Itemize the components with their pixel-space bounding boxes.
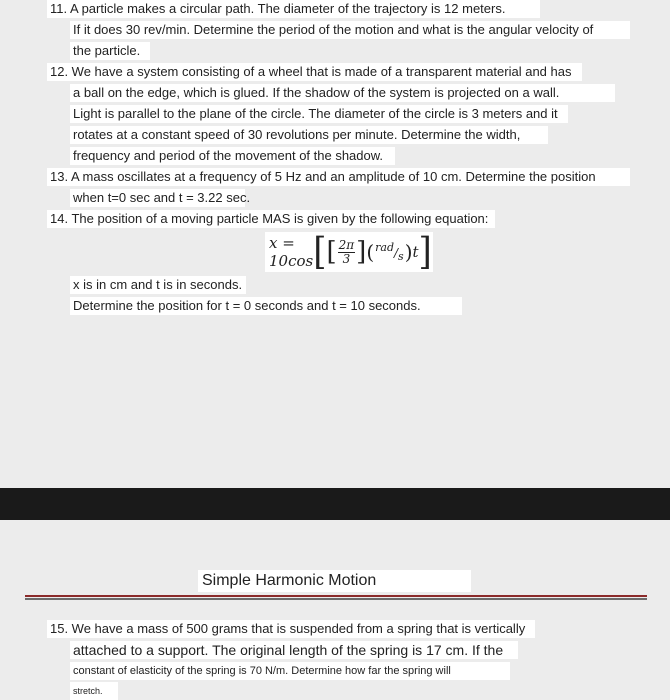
problem-15-line-2: attached to a support. The original length of the spring is 17 cm. If the bbox=[70, 641, 518, 659]
problem-11-line-3: the particle. bbox=[70, 42, 150, 60]
unit-bottom: s bbox=[398, 250, 404, 263]
problem-13-line-1: 13. A mass oscillates at a frequency of 5 Hz and an amplitude of 10 cm. Determine the position bbox=[47, 168, 630, 186]
problem-12-line-5: frequency and period of the movement of the shadow. bbox=[70, 147, 395, 165]
position-equation bbox=[265, 232, 433, 272]
problem-14-line-1: 14. The position of a moving particle MAS is given by the following equation: bbox=[47, 210, 495, 228]
heading-rule-red bbox=[25, 595, 647, 597]
problem-15-line-4: stretch. bbox=[70, 682, 118, 700]
unit-top: rad bbox=[375, 241, 394, 254]
inner-bracket-right: ] bbox=[356, 237, 367, 267]
problem-12-line-1: 12. We have a system consisting of a wheel that is made of a transparent material and has bbox=[47, 63, 582, 81]
problem-11-line-2: If it does 30 rev/min. Determine the period of the motion and what is the angular velocity of bbox=[70, 21, 630, 39]
unit-paren-right: ) bbox=[404, 240, 413, 264]
problem-15-line-3: constant of elasticity of the spring is 70 N/m. Determine how far the spring will bbox=[70, 662, 510, 680]
equation-lhs: x = 10cos bbox=[269, 234, 314, 270]
outer-bracket-right: ] bbox=[418, 230, 432, 274]
problem-12-line-3: Light is parallel to the plane of the circle. The diameter of the circle is 3 meters and it bbox=[70, 105, 568, 123]
fraction bbox=[338, 239, 356, 266]
problem-13-line-2: when t=0 sec and t = 3.22 sec. bbox=[70, 189, 245, 207]
outer-bracket-left: [ bbox=[313, 230, 327, 274]
page-separator bbox=[0, 488, 670, 520]
fraction-denominator: 3 bbox=[342, 251, 351, 266]
problem-14-line-2: x is in cm and t is in seconds. bbox=[70, 276, 246, 294]
section-heading: Simple Harmonic Motion bbox=[198, 570, 471, 592]
time-variable: t bbox=[412, 243, 419, 261]
problem-12-line-2: a ball on the edge, which is glued. If the shadow of the system is projected on a wall. bbox=[70, 84, 615, 102]
fraction-numerator: 2π bbox=[338, 237, 355, 252]
problem-11-line-1: 11. A particle makes a circular path. The diameter of the trajectory is 12 meters. bbox=[47, 0, 540, 18]
problem-14-line-3: Determine the position for t = 0 seconds and t = 10 seconds. bbox=[70, 297, 462, 315]
unit: rad/s bbox=[375, 241, 404, 263]
inner-bracket-left: [ bbox=[326, 237, 337, 267]
problem-12-line-4: rotates at a constant speed of 30 revolutions per minute. Determine the width, bbox=[70, 126, 548, 144]
problem-15-line-1: 15. We have a mass of 500 grams that is suspended from a spring that is vertically bbox=[47, 620, 535, 638]
heading-rule-gray bbox=[25, 598, 647, 600]
unit-paren-left: ( bbox=[366, 240, 375, 264]
